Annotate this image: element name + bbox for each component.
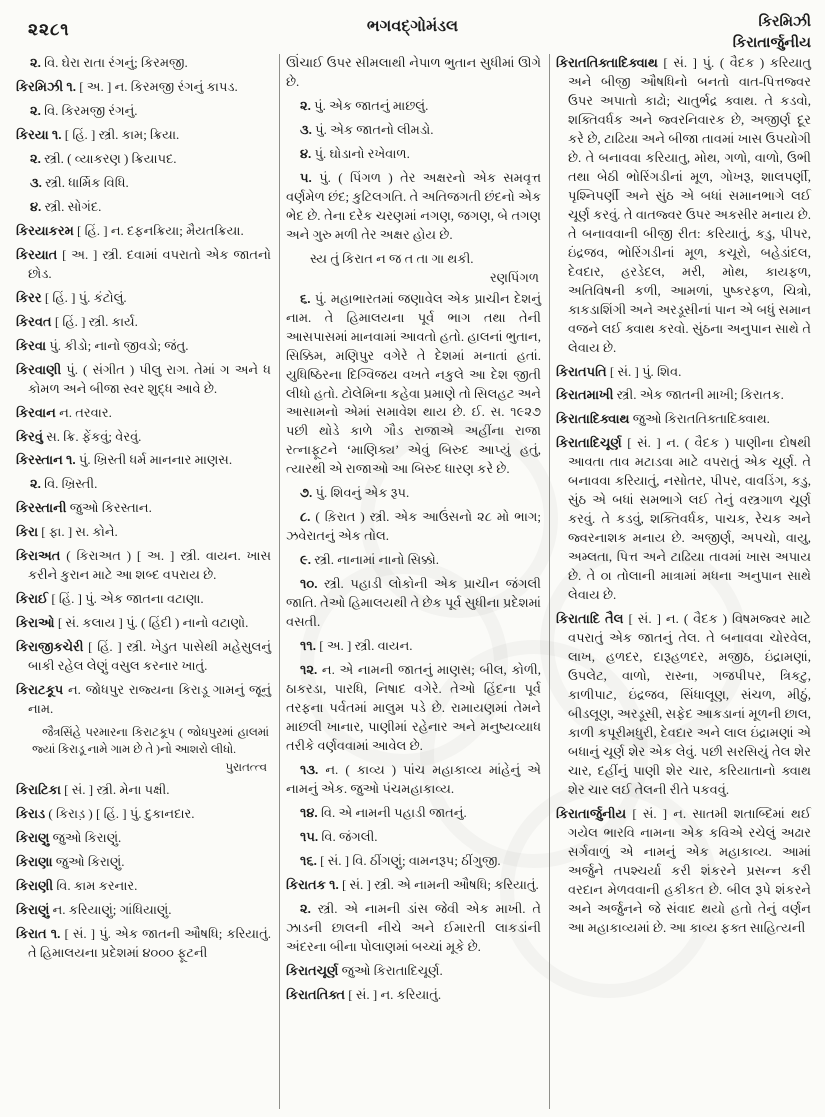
entry-text: [ સં. ] ન. સાતમી શતાબ્દિમાં થઈ ગયેલ ભારવિ નામના એક કવિએ રચેલું અઢાર સર્ગવાળું એ નામનું એક મહાકાવ્ય. આમાં અર્જુને તપશ્ચર્યા કરી શંકરને પ્રસન્ન કરી વરદાન મેળવવાની હકીકત છે. બીલ રૂપે શંકરને અને અર્જુનને જે સંવાદ થયો હતો તેનું વર્ણન આ મહાકાવ્યમાં છે. આ કાવ્ય ફક્ત સાહિત્યની (568, 805, 811, 935)
headword: કિરવત (16, 313, 55, 329)
headword: કિરાણું (16, 901, 53, 917)
entry-text: પું. કીડો; નાનો જીવડો; જંતુ. (49, 337, 189, 353)
entry-text: સ્ત્રી. એ નામની ડાંસ જેવી એક માખી. તે ઝાડની છાલની નીચે અને ઈમારતી લાકડાંની અંદરના બીના પોલાણમાં બચ્ચાં મૂકે છે. (286, 900, 541, 954)
entry-text: વિ. જંગલી. (321, 828, 378, 844)
headword: કિરાતાદિ તૈલ (556, 611, 629, 627)
headword: ૯. (300, 552, 315, 568)
entry-text: સ્ત્રી. નાનામાં નાનો સિક્કો. (314, 552, 440, 568)
page-header (0, 12, 825, 56)
dictionary-entry (16, 361, 271, 399)
dictionary-entry (556, 434, 811, 605)
dictionary-entry (556, 363, 811, 382)
dictionary-entry (16, 78, 271, 97)
dictionary-sense (286, 804, 541, 823)
headword: કિરર (16, 289, 45, 305)
dictionary-entry (16, 547, 271, 585)
entry-text: પું. એક જાતનું માછલું. (314, 97, 429, 113)
entry-text: પું. ખ્રિસ્તી ધર્મ માનનાર માણસ. (78, 452, 233, 468)
entry-text: [ સં. ] વિ. ઠીંગણું; વામનરૂપ; ઠીંગુજી. (320, 852, 501, 868)
dictionary-entry (16, 289, 271, 308)
dictionary-entry (16, 901, 271, 920)
page-number: ૨૨૮૧ (28, 20, 70, 39)
dictionary-sense (286, 484, 541, 503)
entry-text: સ્ત્રી. ( વ્યાકરણ ) ક્રિયાપદ. (44, 150, 177, 166)
citation: પુરાતત્ત્વ (225, 759, 267, 774)
dictionary-entry (16, 877, 271, 896)
dictionary-entry (556, 610, 811, 800)
dictionary-entry (16, 829, 271, 848)
entry-text: જુઓ કિરાતતિક્તાદિક્વાથ. (632, 411, 770, 427)
entry-text: સ્ત્રી. ધાર્મિક વિધિ. (45, 174, 129, 190)
entry-text: [ સં. ] ન. ( વૈદક ) વિષમજ્વર માટે વપરાતું એક જાતનું તેલ. તે બનાવવા ચોરવેલ, લાખ, હળદર, દારૂહળદર, મજીઠ, ઇંદ્રામણાં, ઉપલેટ, વાળો, રાસ્ના, ગજપીપર, ત્રિકટુ, કાળીપાટ, ઇંદ્રજવ, સિંધાલૂણ, સંચળ, મીઠું, બીડલૂણ, અરડૂસી, સફેદ આકડાનાં મૂળની છાલ, કાળી કપૂરીમધુરી, દેવદાર અને લાલ ઇંદ્રામણાં એ બધાનું ચૂર્ણ શેર એક લેવું. પછી સરસિયું તેલ શેર ચાર, દહીંનું પાણી શેર ચાર, કરિયાતાનો ક્વાથ શેર ચાર લઈ તેલની રીતે પકવવું. (568, 611, 811, 797)
headword: ૫. (300, 169, 320, 185)
dictionary-sense (286, 290, 541, 480)
dictionary-sense (286, 761, 541, 799)
headword: કિરાતાદિચૂર્ણ (556, 435, 628, 451)
entry-text: [ હિં. ] પું. કંટોલું. (44, 289, 127, 305)
headword: કિરવાણી (16, 361, 67, 377)
headword: ૪. (300, 145, 315, 161)
headword: કિરાતતિક્તાદિક્વાથ (556, 55, 664, 70)
headword: કિરાતાર્જુનીય (556, 805, 633, 821)
headword: કિરાઈ (16, 591, 52, 607)
entry-text: સ્ય તું કિરાત ન જ ત તા ગા થકી. (310, 250, 474, 266)
entry-text: [ સં. ] ન. ( વૈદક ) પાણીના દોષથી આવતા તાવ મટાડવા માટે વપરાતું એક ચૂર્ણ. તે બનાવવા કરિયાતું, નસોતર, પીપર, વાવડિંગ, કડુ, સુંઠ એ બધાં સમભાગે લઈ તેનું વસ્ત્રગાળ ચૂર્ણ કરવું. તે કડવું, શક્તિવર્ધક, પાચક, રેચક અને જ્વરનાશક મનાય છે. અજીર્ણ, અપચો, વાયુ, અમ્લતા, પિત્ત અને ટાઢિયા તાવમાં ખાસ અપાય છે. તે ૦ા તોલાની માત્રામાં મધના અનુપાન સાથે લેવાય છે. (568, 435, 811, 603)
text-column (10, 54, 279, 1109)
headword: ૪. (30, 198, 45, 214)
dictionary-entry (16, 781, 271, 800)
headword: કિરાડ (16, 805, 49, 821)
headword: કિરાતાદિક્વાથ (556, 411, 633, 427)
dictionary-sense (286, 900, 541, 957)
entry-text: પું. ઘોડાનો રખેવાળ. (314, 145, 410, 161)
dictionary-sense (286, 852, 541, 871)
dictionary-entry (556, 386, 811, 405)
dictionary-entry (16, 614, 271, 633)
dictionary-entry (16, 246, 271, 284)
entry-text: પું. ( પિંગળ ) તેર અક્ષરનો એક સમવૃત્ત વર્ણમેળ છંદ; કુટિલગતિ. તે અતિજગતી છંદનો એક ભેદ છે. તેના દરેક ચરણમાં નગણ, જગણ, બે તગણ અને ગુરુ મળી તેર અક્ષર હોય છે. (286, 169, 541, 242)
entry-text: [ સં. ] સ્ત્રી. મેના પક્ષી. (64, 781, 170, 797)
entry-text: [ સં. ] પું. શિવ. (609, 363, 682, 379)
entry-text: પું. એક જાતનો લીમડો. (315, 121, 434, 137)
headword: કિરાજીકચેરી (16, 639, 89, 655)
dictionary-entry (16, 638, 271, 676)
headword: કિરવું (16, 428, 47, 444)
entry-text: પું. મહાભારતમાં જણાવેલ એક પ્રાચીન દેશનું નામ. તે હિમાલયના પૂર્વ ભાગ તથા તેની આસપાસમાં માનવામાં આવતો હતો. હાલનાં ભુતાન, સિક્કિમ, મણિપુર વગેરે તે દેશમાં મનાતાં હતાં. યુધિષ્ઠિરના દિગ્વિજય વખતે નકુલે આ દેશ જીતી લીધો હતો. ટોલેમિના કહેવા પ્રમાણે તો સિલહટ અને આસામનો એમાં સમાવેશ થાય છે. ઈ. સ. ૧૯૨૭ પછી થોડે કાળે ગૌડ રાજાએ અહીંના રાજા રત્નાફૂટને ‘માણિક્ય’ એવું બિરુદ આપ્યું હતું, ત્યારથી એ રાજાઓ આ બિરુદ ધારણ કરે છે. (286, 290, 542, 477)
entry-text: જૈત્રસિંહે પરમારના કિરાટકૂપ ( જોધપુરમાં હાલમાં જ્યાં કિરાડૂ નામે ગામ છે તે )નો આશરો લીધો. (32, 725, 269, 757)
dictionary-entry (556, 410, 811, 429)
entry-text: [ અ. ] સ્ત્રી. વાયન. (319, 638, 413, 654)
entry-text: વિ. કિરમજી રંગનું. (44, 102, 138, 118)
entry-text: [ હિં. ] સ્ત્રી. ખેડુત પાસેથી મહેસુલનું બાકી રહેલ લેણું વસુલ કરનાર ખાતું. (28, 639, 271, 674)
dictionary-sense (286, 575, 541, 632)
dictionary-entry (16, 590, 271, 609)
entry-text: [ હિં. ] સ્ત્રી. કામ; ક્રિયા. (64, 126, 180, 142)
entry-text: વિ. કામ કરનાર. (56, 877, 138, 893)
headword: ૨. (30, 476, 45, 492)
headword: કિરાઓ (16, 615, 58, 631)
columns-container (10, 54, 819, 1109)
headword: કિરયાત (16, 246, 63, 262)
headword: ૧૩. (300, 761, 326, 777)
entry-text: [ સં. ] પું. ( વૈદક ) કરિયાતુ અને બીજી ઔષધિનો બનતો વાત-પિત્તજ્વર ઉપર અપાતો કાઢો; ચાતુર્ભદ્ર ક્વાથ. તે કડવો, શક્તિવર્ધક અને જ્વરનિવારક છે, અજીર્ણ દૂર કરે છે, ટાઢિયા અને બીજા તાવમાં ખાસ ઉપયોગી છે. તે બનાવવા કરિયાતુ, મોથ, ગળો, વાળો, ઉભી તથા બેઠી ભોરિંગડીનાં મૂળ, ગોખરૂ, શાલપર્ણી, પૃશ્નિપર્ણી અને સુંઠ એ બધાં સમાનભાગે લઈ ચૂર્ણ કરવું. તે વાતજ્વર ઉપર અકસીર મનાય છે. તે બનાવવાની બીજી રીત: કરિયાતું, કડુ, પીપર, ઇંદ્રજવ, ભોરિંગડીનાં મૂળ, કચૂરો, બહેડાંદલ, દેવદાર, હરડેદલ, મરી, મોથ, કાયફળ, અતિવિષની કળી, આમળાં, પુષ્કરફળ, ચિત્રો, કાકડાશિંગી અને અરડૂસીનાં પાન એ બધું સમાન વજને લઈ ક્વાથ કરવો. સુંઠના અનુપાન સાથે તે લેવાય છે. (568, 55, 812, 355)
entry-text: [ સં. ] ન. કરિયાતું. (348, 986, 442, 1002)
dictionary-entry (286, 962, 541, 981)
entry-text: સ્ત્રી. એક જાતની માખી; કિરાતક. (616, 387, 784, 403)
entry-text: વિ. એ નામની પહાડી જાતનું. (320, 804, 467, 820)
headword: ૭. (300, 485, 316, 501)
dictionary-entry (556, 54, 811, 358)
dictionary-sense (16, 174, 271, 193)
dictionary-entry (16, 451, 271, 470)
dictionary-entry (16, 499, 271, 518)
dictionary-sense (286, 828, 541, 847)
dictionary-sense (286, 508, 541, 546)
headword: કિરમિઝી ૧. (16, 78, 80, 94)
dictionary-sense (286, 661, 541, 756)
entry-text: સ. ક્રિ. ફેંકવું; વેરવું. (46, 428, 142, 444)
headword: કિરાતમાખી (556, 387, 617, 403)
headword: કિરા (16, 524, 42, 540)
dictionary-entry (286, 986, 541, 1005)
headword: ૧૨. (300, 662, 322, 678)
dictionary-entry (16, 222, 271, 241)
dictionary-entry (556, 805, 811, 938)
headword: ૨. (300, 900, 318, 916)
entry-text: ન. કરિયાણું; ગાંધિયાણું. (52, 901, 172, 917)
dictionary-entry (286, 876, 541, 895)
entry-text: જુઓ કિરાતાદિચૂર્ણ. (341, 962, 443, 978)
guide-word-first: કિરમિઝી (758, 14, 811, 30)
dictionary-entry (16, 404, 271, 423)
headword: કિરયાકરમ (16, 222, 77, 238)
entry-text: ન. એ નામની જાતનું માણસ; બીલ, કોળી, ઠાકરડા, પારધિ, નિષાદ વગેરે. તેઓ હિંદના પૂર્વ તરફના પર્વતમાં માલુમ પડે છે. રામાયણમાં તેમને માછલી ખાનાર, પાણીમાં રહેનાર અને મનુષ્યવ્યાધ તરીકે વર્ણવવામાં આવેલ છે. (286, 662, 541, 753)
entry-text: વિ. ખ્રિસ્તી. (44, 476, 98, 492)
headword: કિરાટકૂપ (16, 682, 68, 698)
entry-text: ( ક઼િરાત ) સ્ત્રી. એક આઉંસનો ૨૮ મો ભાગ; ઝવેરાતનું એક તોલ. (286, 509, 541, 544)
entry-text: [ સં. ] સ્ત્રી. એ નામની ઔષધિ; કરિયાતું. (341, 876, 539, 892)
headword: ૧૦. (300, 576, 325, 592)
entry-text: પું. ( સંગીત ) પીલુ રાગ. તેમાં ગ અને ધ કોમળ અને બીજા સ્વર શુદ્ધ આવે છે. (28, 361, 271, 396)
dictionary-entry (16, 681, 271, 719)
dictionary-entry (16, 337, 271, 356)
entry-text: [ હિં. ] પું. એક જાતના વટાણા. (51, 591, 204, 607)
entry-text: પું. શિવનું એક રૂપ. (315, 485, 410, 501)
entry-text: જુઓ કિરાણું. (52, 829, 122, 845)
headword: ૨. (300, 97, 315, 113)
dictionary-sense (16, 102, 271, 121)
dictionary-sense (286, 551, 541, 570)
entry-text: [ સં. કલાય ] પું. ( હિંદી ) નાનો વટાણો. (57, 615, 249, 631)
entry-text: જુઓ કિરાણું. (55, 853, 125, 869)
entry-text: [ અ. ] સ્ત્રી. દવામાં વપરાતો એક જાતનો છોડ. (28, 246, 271, 281)
headword: કિરસ્તાન ૧. (16, 452, 79, 468)
entry-text: ન. જોધપુર રાજ્યના કિરાડૂ ગામનું જૂનું નામ. (28, 682, 271, 717)
dictionary-verse (286, 250, 541, 288)
entry-text: ( કિરાઅત ) [ અ. ] સ્ત્રી. વાયન. ખાસ કરીને કુરાન માટે આ શબ્દ વપરાય છે. (28, 548, 271, 583)
headword: ૨. (30, 102, 45, 118)
entry-text: સ્ત્રી. સોગંદ. (44, 198, 102, 214)
headword: ૧૫. (300, 828, 322, 844)
headword: ૩. (300, 121, 316, 137)
dictionary-entry (16, 126, 271, 145)
headword: ૧૪. (300, 804, 321, 820)
entry-text: સ્ત્રી. પહાડી લોકોની એક પ્રાચીન જંગલી જાતિ. તેઓ હિમાલયથી તે છેક પૂર્વ સુધીના પ્રદેશમાં વસતી. (286, 576, 541, 630)
dictionary-quote (32, 724, 269, 776)
dictionary-sense (286, 169, 541, 245)
entry-text: [ સં. ] પું. એક જાતની ઔષધિ; કરિયાતું. તે હિમાલયના પ્રદેશમાં ૪૦૦૦ ફૂટની (28, 925, 271, 960)
headword: કિરાણુ (16, 829, 53, 845)
headword: કિરાણી (16, 877, 57, 893)
guide-words (733, 12, 811, 54)
headword: કિરાઅત (16, 548, 67, 564)
headword: ૬. (300, 290, 315, 306)
headword: કિરયા ૧. (16, 126, 65, 142)
entry-text: ઊંચાઈ ઉપર સીમલાથી નેપાળ ભુતાન સુધીમાં ઊગે છે. (286, 55, 541, 89)
headword: ૨. (30, 55, 45, 70)
dictionary-sense (16, 475, 271, 494)
dictionary-entry (16, 853, 271, 872)
dictionary-sense (16, 54, 271, 73)
headword: કિરાતપતિ (556, 363, 610, 379)
entry-text: [ હિં. ] ન. દફનક્રિયા; મૈયતક્રિયા. (77, 222, 244, 238)
dictionary-cont (286, 54, 541, 92)
entry-text: જુઓ કિરસ્તાન. (69, 500, 152, 516)
headword: કિરાટિકા (16, 781, 65, 797)
dictionary-sense (16, 150, 271, 169)
dictionary-entry (16, 313, 271, 332)
headword: કિરવા (16, 337, 50, 353)
page-title: ભગવદ્ગોમંડલ (366, 18, 459, 35)
dictionary-sense (286, 145, 541, 164)
guide-word-last: કિરાતાર્જુનીય (732, 35, 811, 52)
dictionary-sense (286, 121, 541, 140)
entry-text: ન. ( કાવ્ય ) પાંચ મહાકાવ્ય માંહેનું એ નામનું એક. જુઓ પંચમહાકાવ્ય. (286, 761, 541, 796)
citation: રણપિંગળ (489, 269, 539, 285)
headword: કિરાણા (16, 853, 56, 869)
headword: કિરાતતિક્ત (286, 986, 349, 1002)
headword: કિરવાન (16, 404, 60, 420)
headword: કિરાત ૧. (16, 925, 65, 941)
entry-text: [ ફા. ] સ. કોને. (41, 524, 118, 540)
headword: ૧૬. (300, 852, 321, 868)
text-column (549, 54, 819, 1109)
dictionary-sense (286, 637, 541, 656)
dictionary-entry (16, 428, 271, 447)
headword: ૨. (30, 150, 45, 166)
headword: કિરાતચૂર્ણ (286, 962, 342, 978)
dictionary-entry (16, 805, 271, 824)
dictionary-entry (16, 523, 271, 542)
entry-text: ન. તરવાર. (59, 404, 112, 420)
headword: કિરાતક ૧. (286, 876, 342, 892)
entry-text: [ હિં. ] સ્ત્રી. કાર્ય. (54, 313, 138, 329)
headword: ૮. (300, 509, 316, 525)
dictionary-sense (286, 97, 541, 116)
dictionary-sense (16, 198, 271, 217)
headword: ૩. (30, 174, 46, 190)
text-column (279, 54, 549, 1109)
headword: કિરસ્તાની (16, 500, 70, 516)
entry-text: વિ. ઘેરા રાતા રંગનું; કિરમજી. (44, 55, 188, 70)
dictionary-entry (16, 925, 271, 963)
headword: ૧૧. (300, 638, 320, 654)
entry-text: ( કિરાડ઼ ) [ હિં. ] પું. દુકાનદાર. (48, 805, 195, 821)
entry-text: [ અ. ] ન. કિરમજી રંગનું કાપડ. (79, 78, 238, 94)
